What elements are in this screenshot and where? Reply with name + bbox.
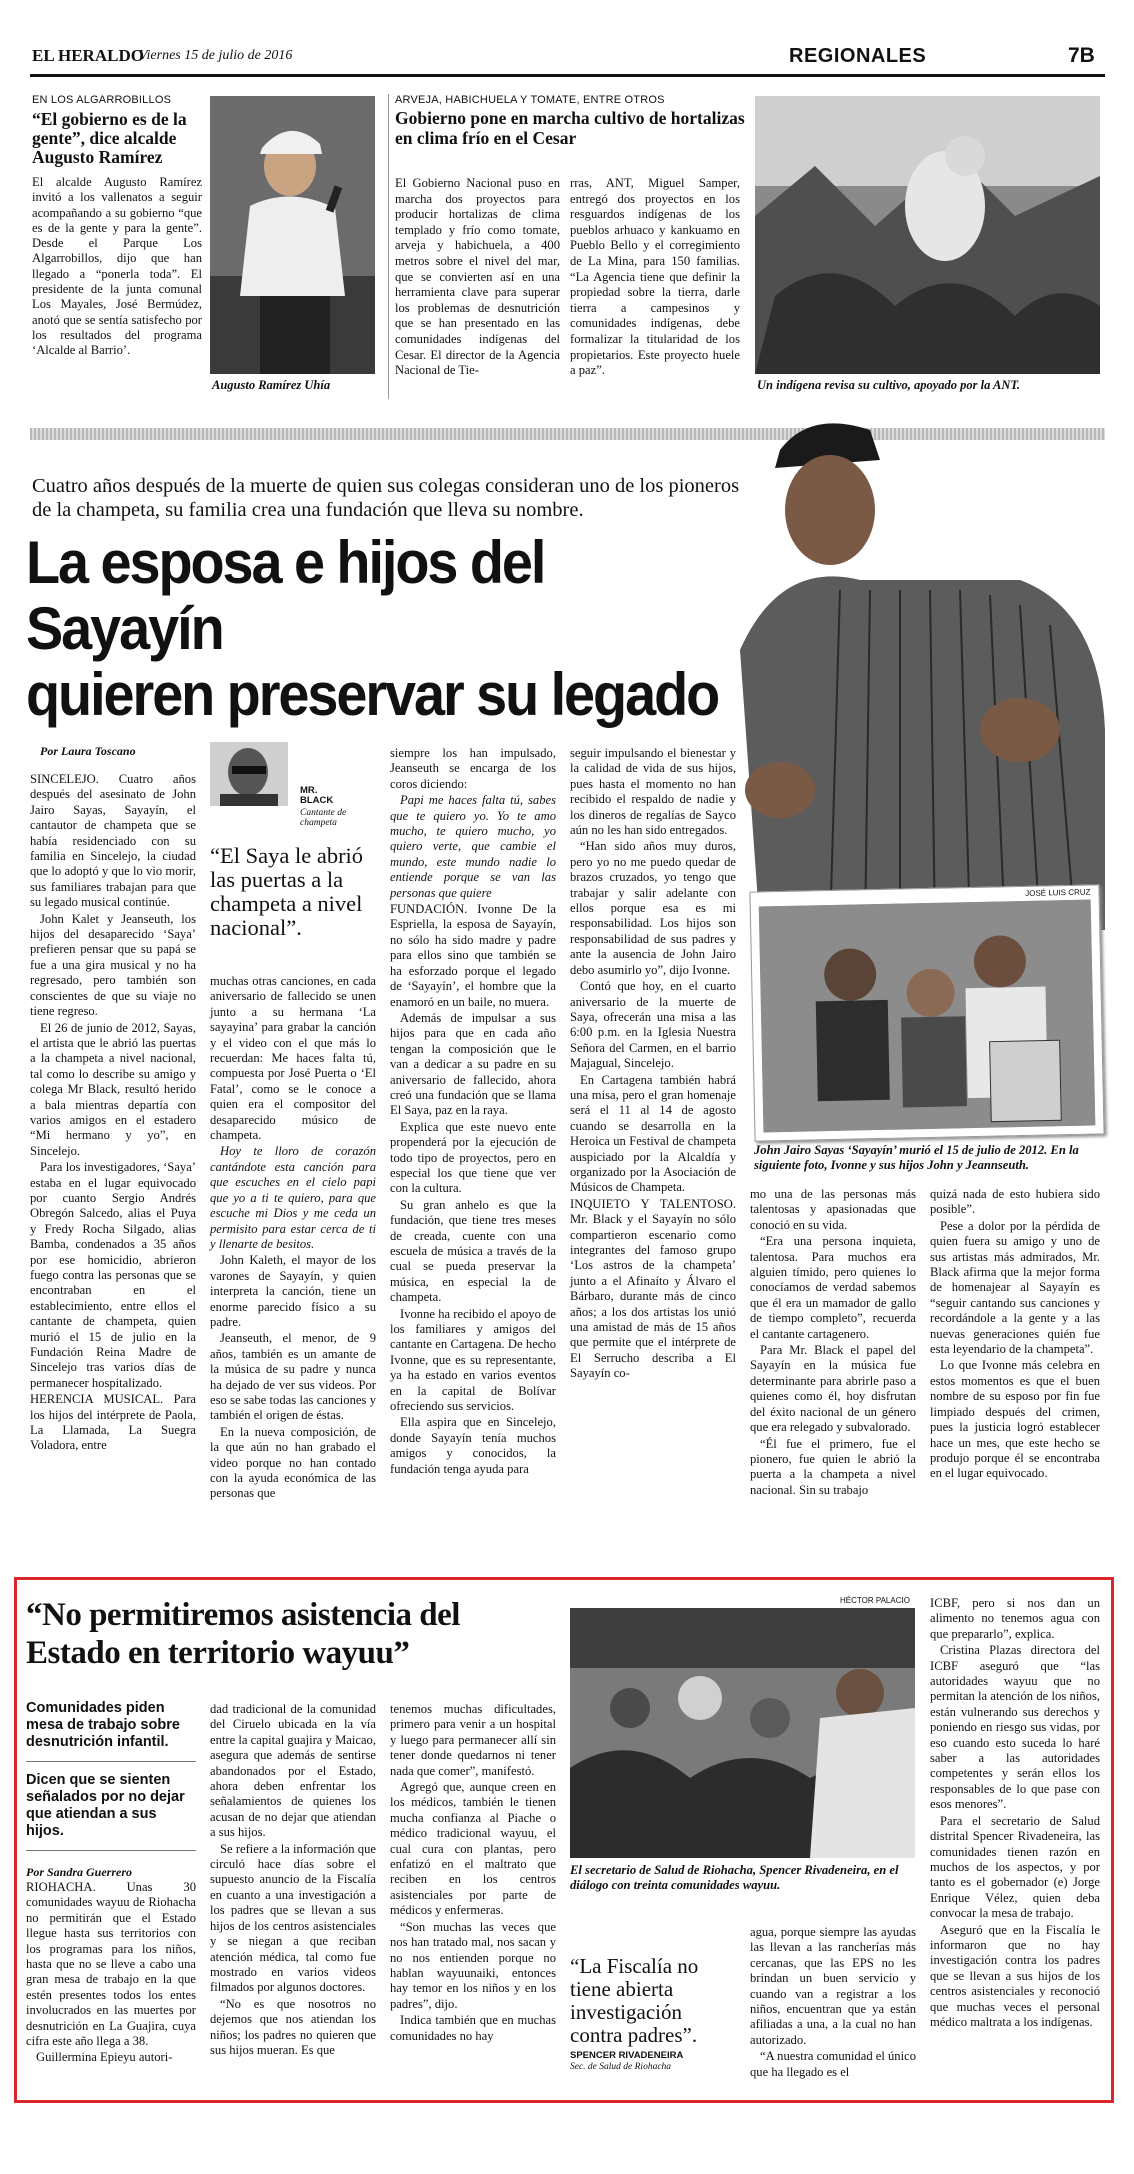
paragraph: Se refiere a la información que circuló hace días sobre el supuesto anuncio de la Fiscalía en cuanto a una investigación a los padres que se llevan a sus hijos de los centros asistenciales y se niegan a que reciban atención médica, tal como fue mostrado en varios videos filmados por algunos doctores. (210, 1841, 376, 1995)
paragraph: El 26 de junio de 2012, Sayas, el artista que le abrió las puertas a la champeta a nivel nacional, tal como lo describe su amigo y colega Mr Black, resultó herido a bala mientras departía con varios amigos en el estadero “Mi hermano y yo”, en Sincelejo. (30, 1020, 196, 1158)
mr-black-illustration (720, 410, 1105, 930)
paragraph: quizá nada de esto hubiera sido posible”. (930, 1187, 1100, 1217)
masthead (32, 44, 1102, 70)
paragraph: siempre los han impulsado, Jeanseuth se encarga de los coros diciendo: (390, 746, 556, 791)
wayuu-col-2 (210, 1702, 376, 2059)
main-col-6 (930, 1187, 1100, 1483)
column-divider (388, 94, 389, 399)
paragraph: dad tradicional de la comunidad del Ciruelo ubicada en la vía entre la capital guajira y Maicao, asegura que además de sentirse abandonados por el Estado, ahora deben enfrentar los señalamientos de quienes los acusan de no dejar que atiendan a sus hijos. (210, 1702, 376, 1840)
story-body: El alcalde Augusto Ramírez invitó a los vallenatos a seguir acompañando a su gobierno “que es de la gente y para la gente”. Desde el Parque Los Algarrobillos, dijo que han llegado a “ponerla toda”. El presidente de la junta comunal Los Mayales, José Bermúdez, anotó que se sentía satisfecho por los resultados del programa ‘Alcalde al Barrio’. (32, 175, 202, 358)
headshot-illustration (210, 742, 288, 806)
paragraph: tenemos muchas dificultades, primero para venir a un hospital y luego para permanecer allí sin tener donde quedarnos ni tener nada que comer”, manifestó. (390, 1702, 556, 1778)
photo-wayuu (570, 1608, 915, 1858)
headline: “El gobierno es de la gente”, dice alcalde Augusto Ramírez (32, 109, 187, 167)
wayuu-photo-credit: HÉCTOR PALACIO (840, 1596, 910, 1605)
wayuu-col-5 (930, 1596, 1100, 2031)
paragraph: En la nueva composición, de la que aún no han grabado el video porque no han contado con la ayuda económica de las personas que (210, 1424, 376, 1501)
paragraph: Para los investigadores, ‘Saya’ estaba en el lugar equivocado por cuanto Sergio Andrés Obregón Salcedo, alias el Puya y Fredy Rocha Silgado, alias Bamba, condenados a 35 años por ese homicidio, abrieron fuego contra las personas que se encontraban en el establecimiento, entre ellos el cantante de champeta, quien murió el 15 de julio en la Fundación Reina Madre de Sincelejo tras varios días de permanecer hospitalizado. (30, 1160, 196, 1390)
section-name: REGIONALES (789, 45, 927, 67)
wayuu-byline: Por Sandra Guerrero (26, 1865, 133, 1879)
story-col-2: rras, ANT, Miguel Samper, entregó dos proyectos en los resguardos indígenas de los pueblos arhuaco y kankuamo en Pueblo Bello y el corregimiento de La Mina, para 150 familias. “La Agencia tiene que definir la propiedad sobre la tierra, darle tierra a campesinos y comunidades indígenas, debe formalizar la titularidad de los propietarios. Este proyecto huele a paz”. (570, 176, 740, 378)
paragraph: Lo que Ivonne más celebra en estos momentos es que el buen nombre de su esposo por fin fue limpiado después del crimen, pues la justicia logró establecer hace un mes, que este hecho se produjo porque él se encontraba en el lugar equivocado. (930, 1358, 1100, 1481)
main-col-4 (570, 746, 736, 1383)
headline-line-2: quieren preservar su legado (26, 661, 719, 728)
kicker: EN LOS ALGARROBILLOS (32, 94, 172, 106)
paragraph: Explica que este nuevo ente propenderá por la ejecución de todo tipo de proyectos, pero en especial los que tiene que ver con la cultura. (390, 1119, 556, 1196)
paragraph: Cristina Plazas directora del ICBF aseguró que “las autoridades wayuu que no permitan la atención de los niños, están vulnerando sus derechos y poniendo en riesgo sus vidas, por eso cuando esto suceda lo haré saber a las autoridades competentes y serán ellos los responsables de lo que pase con esos menores”. (930, 1643, 1100, 1812)
pull-quote: “El Saya le abrió las puertas a la champeta a nivel nacional”. (210, 843, 364, 940)
paragraph: RIOHACHA. Unas 30 comunidades wayuu de Riohacha no permitirán que el Estado llegue hasta sus territorios con los programas para los niños, hasta que no se lleve a cabo una gran mesa de trabajo en la que estén presentes todos los entes involucrados en las muertes por desnutrición en La Guajira, cuya cifra este año llega a 38. (26, 1880, 196, 2049)
wayuu-headline: “No permitiremos asistencia del Estado en territorio wayuu” (26, 1597, 460, 1671)
wayuu-quote-name: SPENCER RIVADENEIRA (570, 2050, 684, 2061)
paragraph: mo una de las personas más talentosas y apasionadas que conoció en su vida. (750, 1187, 916, 1232)
paragraph: Para Mr. Black el papel del Sayayín en la música fue determinante para abrirle paso a quienes como él, hoy disfrutan del éxito nacional de un género que era relegado y subvalorado. (750, 1343, 916, 1435)
paragraph: Jeanseuth, el menor, de 9 años, también es un amante de la música de su padre y nunca ha dejado de ver sus videos. Por eso se sabe todas las canciones y también el origen de éstas. (210, 1331, 376, 1423)
masthead-rule (30, 74, 1105, 77)
subhead-1: Comunidades piden mesa de trabajo sobre desnutrición infantil. (26, 1700, 196, 1762)
paper-name: EL HERALDO (32, 46, 144, 65)
wayuu-subheads (26, 1700, 196, 1880)
main-col-3 (390, 746, 556, 1478)
paragraph: Para el secretario de Salud distrital Spencer Rivadeneira, las comunidades tienen razón en muchos de los aspectos, y por tanto es el gobernador (e) Jorge Enrique Vélez, quien deba convocar la mesa de trabajo. (930, 1813, 1100, 1921)
paragraph: Además de impulsar a sus hijos para que en cada año tengan la composición que le van a dedicar a su padre en su aniversario de fallecido, ahora creó una fundación que se llama El Saya, paz en la raya. (390, 1010, 556, 1118)
paragraph: Indica también que en muchas comunidades no hay (390, 2013, 556, 2043)
paragraph: John Kalet y Jeanseuth, los hijos del desaparecido ‘Saya’ prefieren pensar que su papá se fue a una gira musical y no ha regresado, pero también son conscientes de que su viaje no tiene regreso. (30, 911, 196, 1019)
main-col-5 (750, 1187, 916, 1499)
paragraph: Contó que hoy, en el cuarto aniversario de la muerte de Saya, ofrecerán una misa a las 6:00 p.m. en la Iglesia Nuestra Señora del Carmen, en el barrio Majagual, Sincelejo. (570, 979, 736, 1071)
paragraph: Su gran anhelo es que la fundación, que tiene tres meses de creada, cuente con una escuela de música a través de la cual se pueda preservar la música, en especial la de champeta. (390, 1197, 556, 1305)
paragraph: “No es que nosotros no dejemos que nos atiendan los niños; los padres no quieren que sus hijos mueran. Es que (210, 1996, 376, 2057)
paragraph: HERENCIA MUSICAL. Para los hijos del intérprete de Paola, La Llamada, La Suegra Voladora, entre (30, 1392, 196, 1453)
paragraph: Agregó que, aunque creen en los médicos, también le tienen mucha confianza al Piache o médico tradicional wayuu, el cual cura con plantas, pero enfatizó en el maltrato que reciben en los centros asistenciales por parte de médicos y enfermeras. (390, 1780, 556, 1918)
page-number: 7B (1068, 44, 1095, 67)
wayuu-col-3 (390, 1702, 556, 2045)
photo-credit: JOSÉ LUIS CRUZ (1025, 887, 1091, 898)
photo-caption-mayor: Augusto Ramírez Uhía (212, 378, 331, 392)
wayuu-quote: “La Fiscalía no tiene abierta investigación contra padres”. (570, 1954, 699, 2047)
headline: Gobierno pone en marcha cultivo de hortalizas en clima frío en el Cesar (395, 108, 745, 148)
paragraph: Ella aspira que en Sincelejo, donde Sayayín tenía muchos amigos y conocidos, la fundación tenga ayuda para (390, 1415, 556, 1476)
photo-headshot (210, 742, 288, 806)
paragraph: “Era una persona inquieta, talentosa. Para muchos era alguien tímido, pero quienes lo conocíamos de verdad sabemos que él era un mamador de gallo de tiempo completo”, recuerda el cantante cartagenero. (750, 1234, 916, 1341)
story-hortalizas (395, 94, 745, 148)
story-col-1: El Gobierno Nacional puso en marcha dos proyectos para producir hortalizas de clima templado y frío como tomate, arveja y habichuela, a 400 metros sobre el nivel del mar, que se convierten así en una herramienta clave para superar los problemas de desnutrición que se han presentado en las comunidades indígenas del Cesar. El director de la Agencia Nacional de Tie- (395, 176, 560, 378)
paragraph: INQUIETO Y TALENTOSO. Mr. Black y el Sayayín no sólo compartieron escenario como integrantes del famoso grupo ‘Los astros de la champeta’ junto a el Afinaíto y Álvaro el Bárbaro, durante más de cinco años; a los dos artistas los unió una amistad de más de 15 años que permite que el intérprete de El Serrucho describa a El Sayayín co- (570, 1196, 736, 1381)
family-illustration (759, 900, 1096, 1133)
wayuu-col-4 (750, 1925, 916, 2081)
paragraph: En Cartagena también habrá una misa, pero el gran homenaje será el 11 al 14 de agosto cuando se desarrolla en la Heroica un Festival de champeta auspiciado por la Alcaldía y organizado por la Asociación de Músicos de Champeta. (570, 1072, 736, 1195)
main-col-2 (210, 974, 376, 1503)
paragraph: ICBF, pero si nos dan un alimento no tenemos agua con que prepararlo”, explica. (930, 1596, 1100, 1641)
paragraph: “Han sido años muy duros, pero yo no me puedo quedar de brazos cruzados, yo tengo que trabajar y salir adelante con ellos porque esa es mi responsabilidad. Los hijos son responsabilidad de sus padres y ante la ausencia de John Jairo debo asumirlo yo”, dijo Ivonne. (570, 839, 736, 977)
wayuu-quote-role: Sec. de Salud de Riohacha (570, 2062, 672, 2072)
paragraph: John Kaleth, el mayor de los varones de Sayayín, y quien interpreta la canción, tiene un enorme parecido físico a su padre. (210, 1253, 376, 1329)
kicker: ARVEJA, HABICHUELA Y TOMATE, ENTRE OTROS (395, 94, 665, 106)
subhead-2: Dicen que se sienten señalados por no dejar que atiendan a sus hijos. (26, 1772, 196, 1851)
mayor-illustration (210, 96, 375, 374)
main-headline (26, 530, 786, 728)
main-byline: Por Laura Toscano (40, 744, 136, 758)
photo-caption-cultivo: Un indígena revisa su cultivo, apoyado por la ANT. (757, 378, 1020, 392)
wayuu-col-1 (26, 1880, 196, 2067)
paragraph: “Él fue el primero, fue el pionero, fue quien le abrió la puerta a la champeta a nivel nacional. Sin su trabajo (750, 1436, 916, 1497)
paragraph: Papi me haces falta tú, sabes que te quiero yo. Yo te amo mucho, te quiero mucho, yo quiero verte, que cambie el mundo, este mundo nadie lo entiende porque se van las personas que quiere (390, 793, 556, 900)
paragraph: “A nuestra comunidad el único que ha llegado es el (750, 2049, 916, 2079)
paragraph: “Son muchas las veces que nos han tratado mal, nos sacan y no nos entienden porque no hablan wayuunaiki, entonces hay temor en los niños y en los padres”, dijo. (390, 1919, 556, 2011)
paragraph: muchas otras canciones, en cada aniversario de fallecido se unen junto a su hermana ‘La sayayina’ para grabar la canción y el video con el que más lo recuerdan: Me haces falta tú, compuesta por José Puerta o ‘El Fatal’, como se le conoce a quien era el compositor del desaparecido músico de champeta. (210, 974, 376, 1143)
issue-date: Viernes 15 de julio de 2016 (139, 48, 293, 63)
photo-family-frame (749, 884, 1104, 1141)
photo-cultivo (755, 96, 1100, 374)
paragraph: Hoy te lloro de corazón cantándote esta canción para que escuches en el cielo papi que yo a ti te quiero, para que escuche mi Dios y me ceda un permisito para estar cerca de ti y llenarte de besitos. (210, 1144, 376, 1251)
photo-caption-wayuu: El secretario de Salud de Riohacha, Spencer Rivadeneira, en el diálogo con treinta comunidades wayuu. (570, 1863, 899, 1892)
paragraph: Aseguró que en la Fiscalía le informaron que no hay investigación contra los padres que se llevan a sus hijos de los centros asistenciales y reconoció que muchas veces el personal médico maltrata a los indígenas. (930, 1922, 1100, 2029)
story-algarrobillos (32, 94, 202, 359)
headline-line-1: La esposa e hijos del Sayayín (26, 529, 545, 662)
paragraph: agua, porque siempre las ayudas las llevan a las rancherías más cercanas, que las EPS no les brindan un buen servicio y cuando van a registrar a los niños, encuentran que ya están afiliadas a una, a la cual no han autorizado. (750, 1925, 916, 2047)
paragraph: Ivonne ha recibido el apoyo de los familiares y amigos del cantante en Cartagena. De hecho Ivonne, que es su representante, ya ha estado en varios eventos en la capital de Bolívar ofreciendo sus servicios. (390, 1306, 556, 1414)
photo-family (759, 900, 1096, 1133)
paragraph: Pese a dolor por la pérdida de quien fuera su amigo y uno de sus artistas más admirados, Mr. Black afirma que la mejor forma de homenajear al Sayayín es “seguir cantando sus canciones y recordándole a la gente y a las nuevas generaciones quién fue esta leyendario de la champeta”. (930, 1218, 1100, 1357)
photo-mr-black (720, 410, 1105, 930)
headshot-role: Cantante de champeta (300, 808, 347, 828)
wayuu-illustration (570, 1608, 915, 1858)
cultivo-illustration (755, 96, 1100, 374)
paragraph: seguir impulsando el bienestar y la calidad de vida de sus hijos, pues hasta el momento no han recibido el respaldo de nadie y los dineros de regalías de Sayco aún no les han sido entregados. (570, 746, 736, 838)
headshot-name: MR. BLACK (300, 785, 334, 806)
main-col-1 (30, 772, 196, 1455)
paragraph: SINCELEJO. Cuatro años después del asesinato de John Jairo Sayas, Sayayín, el cantautor de champeta que se había residenciado con su familia en Sincelejo, la ciudad que lo adoptó y que lo vio morir, sus familiares trabajan para que su legado musical continúe. (30, 772, 196, 910)
photo-mayor (210, 96, 375, 374)
paragraph: FUNDACIÓN. Ivonne De la Espriella, la esposa de Sayayín, no sólo ha sido madre y padre para ellos sino que también se ha esforzado porque el legado de ‘Sayayín’, el hombre que la enamoró en un baile, no muera. (390, 902, 556, 1009)
paragraph: Guillermina Epieyu autori- (36, 2050, 173, 2065)
main-deck: Cuatro años después de la muerte de quien sus colegas consideran uno de los pioneros de la champeta, su familia crea una fundación que lleva su nombre. (32, 475, 740, 521)
photo-caption-family: John Jairo Sayas ‘Sayayín’ murió el 15 de julio de 2012. En la siguiente foto, Ivonne y sus hijos John y Jeannseuth. (754, 1143, 1079, 1172)
